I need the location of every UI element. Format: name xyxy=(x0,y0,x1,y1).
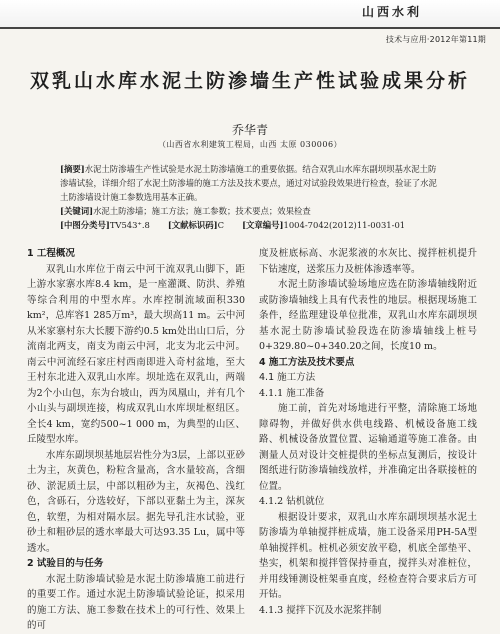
doc-code-label: [文献标识码] xyxy=(167,220,218,230)
article-author: 乔华青 xyxy=(231,123,268,137)
abstract-label: [摘要] xyxy=(60,164,85,174)
doc-code-value: C xyxy=(217,220,225,230)
article-no-value: 1004-7042(2012)11-0031-01 xyxy=(283,220,406,230)
journal-name: 山西水利 xyxy=(361,5,422,19)
journal-header-band xyxy=(0,0,500,29)
article-title: 双乳山水库水泥土防渗墙生产性试验成果分析 xyxy=(29,70,470,92)
purpose-paragraph: 水泥土防渗墙试验是水泥土防渗墙施工前进行的重要工作。通过水泥土防渗墙试验论证，拟采用的施工方法、施工参数在技术上的可行性、效果上的可 xyxy=(27,573,245,631)
clc-label: [中图分类号] xyxy=(60,220,110,230)
classification-row xyxy=(60,218,440,232)
doc-code-item xyxy=(168,218,224,232)
keywords-text: 水泥土防渗墙；施工方法；施工参数；技术要点；效果检查 xyxy=(93,206,311,216)
section-heading-overview: 1 工程概况 xyxy=(27,248,75,259)
rig-position-paragraph: 根据设计要求，双乳山水库东副坝坝基水泥土防渗墙为单轴搅拌桩成墙，施工设备采用PH-5A型单轴搅拌机。桩机必须安放平稳，机底全部垫平、垫实，机架和搅拌管保持垂直，搅拌头对准桩位，并用线锤测设桩架垂直度，经检查符合要求后方可开钻。 xyxy=(259,511,477,600)
clc-item xyxy=(60,218,150,232)
keywords-label: [关键词] xyxy=(60,206,94,216)
right-column xyxy=(259,246,477,618)
preparation-paragraph: 施工前，首先对场地进行平整，清除施工场地障碍物，并做好供水供电线路、机械设备施工线路、机械设备放置位置、运输通道等施工准备。由测量人员对设计交桩提供的坐标点复测后，按设计图纸进行防渗墙轴线放样，并准确定出各联接桩的位置。 xyxy=(259,403,477,492)
abstract-paragraph xyxy=(60,162,440,204)
overview-paragraph-1: 双乳山水库位于南云中河干流双乳山脚下，距上游水家寨水库8.4 km，是一座灌溉、防洪、养殖等综合利用的中型水库。水库控制流域面积330 km²，总库容1 285万m³，最大坝高11 m。云中河从米家寨村东大长腰下游约0.5 km处出山口后，分流南北两支，南支为南云中河，北支为北云中河。南云中河流经石家庄村西南即进入奇村盆地，至大王村东北进入双乳山水库。坝址选在双乳山，两端为2个小山包，东为台坡山，西为凤凰山，并有几个小山头与副坝连接，构成双乳山水库坝址枢纽区。全长4 km，宽约500~1 000 m，为典型的山区、丘陵型水库。 xyxy=(27,263,245,445)
clc-value: TV543⁺.8 xyxy=(109,220,150,230)
section-heading-purpose: 2 试验目的与任务 xyxy=(27,558,104,569)
subsection-heading-preparation: 4.1.1 施工准备 xyxy=(259,387,325,399)
abstract-block xyxy=(60,162,440,232)
continued-paragraph: 度及桩底标高、水泥浆液的水灰比、搅拌桩机提升下钻速度，送浆压力及桩体渗透率等。 xyxy=(259,248,477,275)
article-affiliation: （山西省水利建筑工程局，山西 太原 030006） xyxy=(157,140,343,149)
article-no-item xyxy=(242,218,405,232)
journal-issue-line: 技术与应用·2012年第11期 xyxy=(385,35,486,44)
overview-paragraph-2: 水库东副坝坝基地层岩性分为3层，上部以亚砂土为主，灰黄色，粉粒含量高，含水量较高，含细砂、淤泥质土层，中部以粗砂为主，灰褐色、浅红色，含砾石，分选较好，下部以亚黏土为主，深灰色，软塑，为相对隔水层。据先导孔注水试验，亚砂土和粗砂层的透水率最大可达93.35 Lu，属中等透水。 xyxy=(27,449,245,554)
subsection-heading-rig-position: 4.1.2 钻机就位 xyxy=(259,496,325,507)
subsection-heading-method: 4.1 施工方法 xyxy=(259,372,316,383)
section-heading-methods: 4 施工方法及技术要点 xyxy=(259,356,355,368)
keywords-line xyxy=(60,204,440,218)
left-column xyxy=(27,246,245,634)
abstract-text: 水泥土防渗墙生产性试验是水泥土防渗墙施工的重要依据。结合双乳山水库东副坝坝基水泥土防渗墙试验，详细介绍了水泥土防渗墙的施工方法及技术要点，通过对试验段效果进行检查，验证了水泥土防渗墙设计施工参数选用基本正确。 xyxy=(60,164,437,202)
subsection-heading-mixing: 4.1.3 搅拌下沉及水泥浆拌制 xyxy=(259,604,382,616)
test-site-paragraph: 水泥土防渗墙试验场地应选在防渗墙轴线附近或防渗墙轴线上具有代表性的地层。根据现场施工条件，经监理建设单位批准，双乳山水库东副坝坝基水泥土防渗墙试验段选在防渗墙轴线上桩号0+329.80~0+340.20之间，长度10 m。 xyxy=(259,279,477,352)
article-no-label: [文章编号] xyxy=(242,220,284,230)
